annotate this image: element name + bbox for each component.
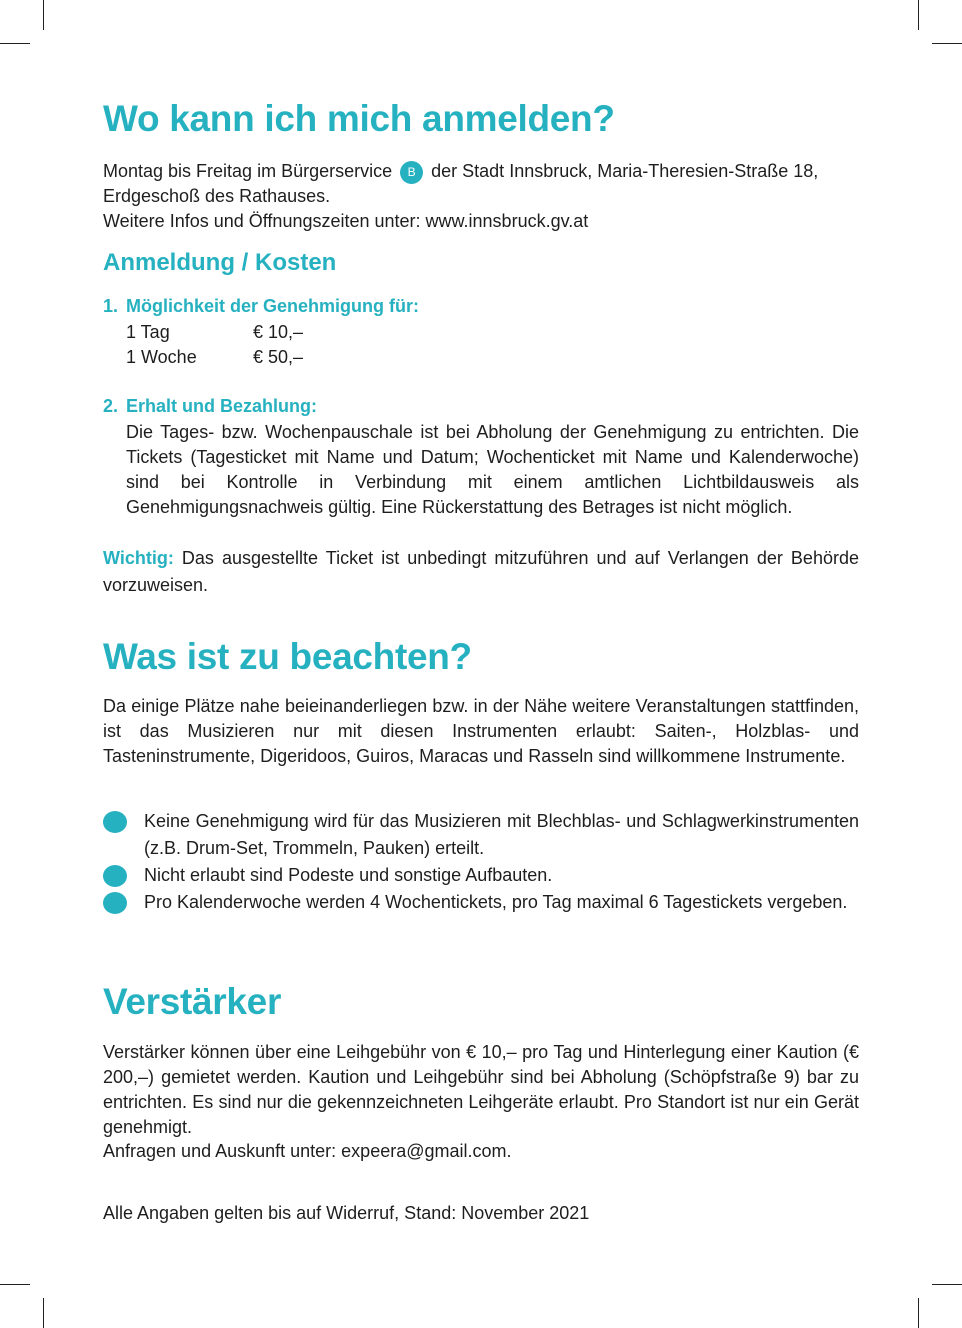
list-item-1-heading	[103, 296, 419, 317]
price-row-week	[126, 345, 303, 370]
bullet-dot-icon	[103, 811, 127, 833]
list-item-1-title: Möglichkeit der Genehmigung für:	[126, 296, 420, 316]
intro-after-badge: der Stadt Innsbruck, Maria-Theresien-Straße 18,	[431, 161, 819, 181]
price-value-day: € 10,–	[253, 322, 304, 342]
crop-mark-top-left-vertical	[43, 0, 44, 30]
registration-location-line-2: Erdgeschoß des Rathauses.	[103, 186, 331, 206]
list-item-2-heading	[103, 396, 317, 417]
intro-before-badge: Montag bis Freitag im Bürgerservice	[103, 161, 393, 181]
crop-mark-bottom-right-horizontal	[932, 1284, 962, 1285]
bullet-dot-icon	[103, 892, 127, 914]
crop-mark-top-right-horizontal	[932, 43, 962, 44]
footer-note: Alle Angaben gelten bis auf Widerruf, Stand: November 2021	[103, 1203, 590, 1223]
section-title-registration-location: Wo kann ich mich anmelden?	[103, 98, 615, 139]
section-title-notes: Was ist zu beachten?	[103, 636, 472, 677]
notes-intro: Da einige Plätze nahe beieinanderliegen bzw. in der Nähe weitere Veranstaltungen stattfinden, ist das Musizieren nur mit diesen Instrumenten erlaubt: Saiten-, Holzblas- und Tasteninstrumente, Digeridoos, Guiros, Maracas und Rasseln sind willkommene Instrumente.	[103, 696, 859, 766]
section-title-amplifiers: Verstärker	[103, 981, 282, 1022]
location-badge: B	[400, 161, 423, 184]
crop-mark-bottom-right-vertical	[918, 1298, 919, 1328]
crop-mark-bottom-left-vertical	[43, 1298, 44, 1328]
important-text: Das ausgestellte Ticket ist unbedingt mitzuführen und auf Verlangen der Behörde vorzuweisen.	[103, 548, 859, 595]
crop-mark-top-right-vertical	[918, 0, 919, 30]
important-note	[103, 545, 859, 599]
price-value-week: € 50,–	[253, 347, 304, 367]
subsection-title-registration-costs: Anmeldung / Kosten	[103, 249, 337, 276]
bullet-text: Nicht erlaubt sind Podeste und sonstige Aufbauten.	[144, 865, 553, 885]
price-label-day: 1 Tag	[126, 322, 170, 342]
list-item-2-title: Erhalt und Bezahlung:	[126, 396, 317, 416]
bullet-text: Keine Genehmigung wird für das Musizieren mit Blechblas- und Schlagwerkinstrumenten (z.B. Drum-Set, Trommeln, Pauken) erteilt.	[144, 811, 859, 858]
info-link-line: Weitere Infos und Öffnungszeiten unter: www.innsbruck.gv.at	[103, 211, 589, 231]
bullet-dot-icon	[103, 865, 127, 887]
crop-mark-bottom-left-horizontal	[0, 1284, 30, 1285]
registration-location-line	[103, 159, 818, 184]
crop-mark-top-left-horizontal	[0, 43, 30, 44]
list-item-1-number: 1.	[103, 296, 119, 316]
bullet-text: Pro Kalenderwoche werden 4 Wochentickets, pro Tag maximal 6 Tagestickets vergeben.	[144, 892, 848, 912]
amplifiers-text: Verstärker können über eine Leihgebühr von € 10,– pro Tag und Hinterlegung einer Kaution (€ 200,–) gemietet werden. Kaution und Leihgebühr sind bei Abholung (Schöpfstraße 9) bar zu entrichten. Es sind nur die gekennzeichneten Leihgeräte erlaubt. Pro Standort ist nur ein Gerät genehmigt.	[103, 1042, 859, 1137]
price-row-day	[126, 320, 303, 345]
price-label-week: 1 Woche	[126, 347, 197, 367]
important-label: Wichtig:	[103, 548, 174, 568]
list-item-2-number: 2.	[103, 396, 119, 416]
amplifiers-contact: Anfragen und Auskunft unter: expeera@gmail.com.	[103, 1141, 512, 1161]
list-item-2-text: Die Tages- bzw. Wochenpauschale ist bei Abholung der Genehmigung zu entrichten. Die Tickets (Tagesticket mit Name und Datum; Wochenticket mit Name und Kalenderwoche) sind bei Kontrolle in Verbindung mit einem amtlichen Lichtbildausweis als Genehmigungsnachweis gültig. Eine Rückerstattung des Betrages ist nicht möglich.	[126, 422, 859, 517]
